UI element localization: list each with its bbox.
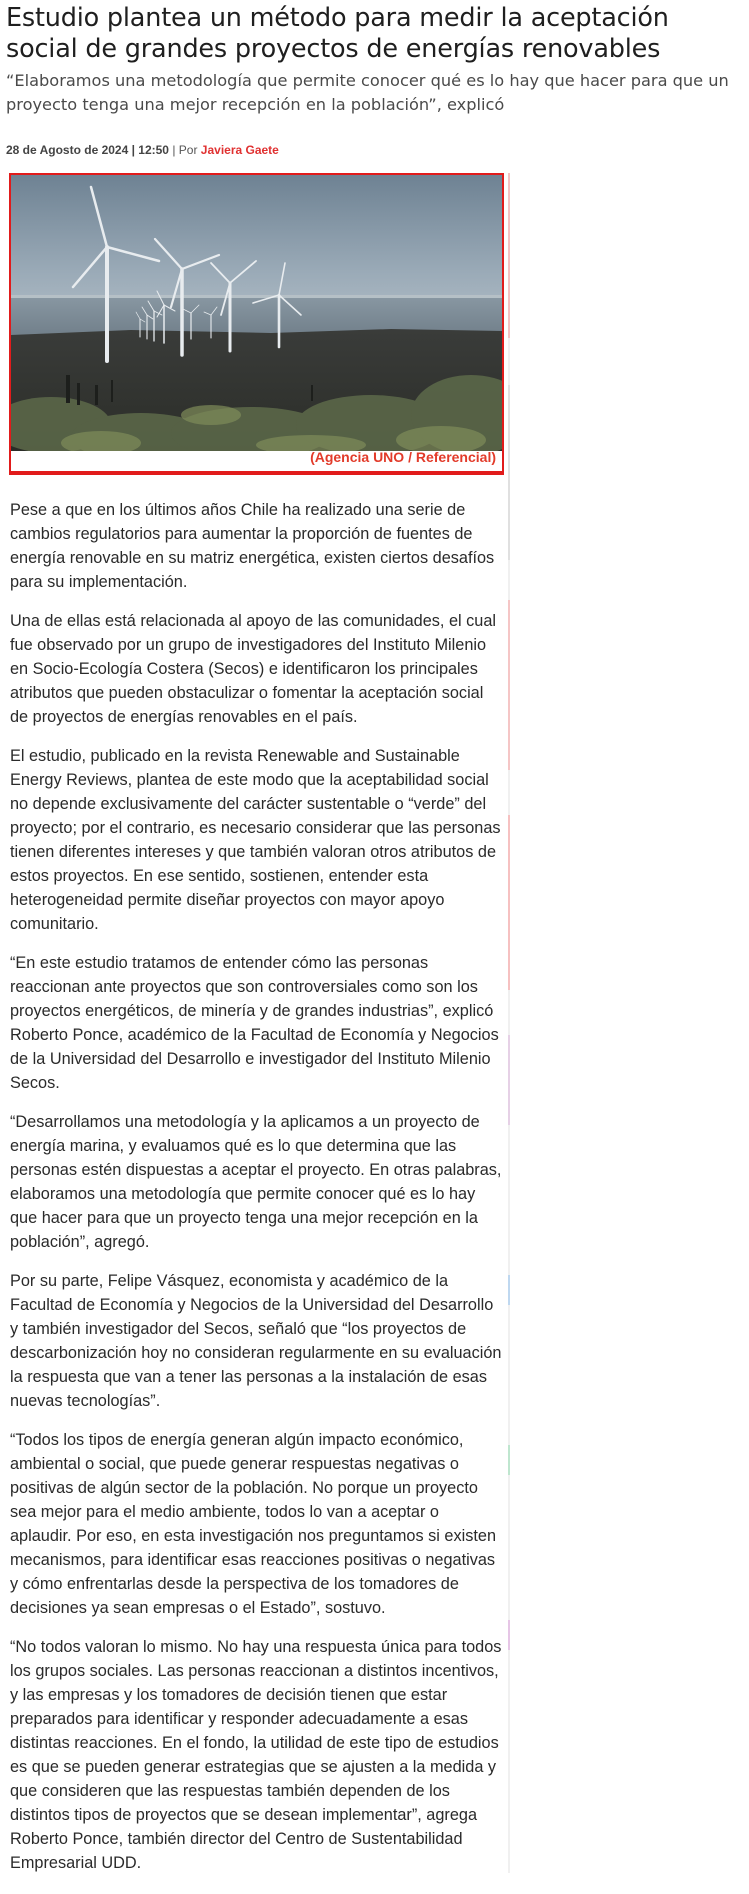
paragraph: “No todos valoran lo mismo. No hay una respuesta única para todos los grupos sociales. Las personas reaccionan a distintos incentivos, y las empresas y los tomadores de decisión tienen que estar preparados para identificar y responder adecuadamente a esas distintas reacciones. En el fondo, la utilidad de este tipo de estudios es que se pueden generar estrategias que se ajusten a la medida y que consideren que las respuestas también dependen de los distintos tipos de proyectos que se desean implementar”, agrega Roberto Ponce, también director del Centro de Sustentabilidad Empresarial UDD. xyxy=(10,1638,502,1872)
caption-underline xyxy=(9,471,504,475)
paragraph: “Desarrollamos una metodología y la aplicamos a un proyecto de energía marina, y evaluamos qué es lo que determina que las personas estén dispuestas a aceptar el proyecto. En otras palabras, elaboramos una metodología que permite conocer qué es lo hay que hacer para que un proyecto tenga una mejor recepción en la población”, agregó. xyxy=(10,1113,502,1251)
paragraph: Pese a que en los últimos años Chile ha realizado una serie de cambios regulatorios para aumentar la proporción de fuentes de energía renovable en su matriz energética, existen ciertos desafíos para su implementación. xyxy=(10,501,495,591)
sidebar-divider xyxy=(508,815,510,990)
by-label: | Por xyxy=(172,143,198,157)
paragraph: “Todos los tipos de energía generan algún impacto económico, ambiental o social, que puede generar respuestas negativas o positivas de algún sector de la población. No porque un proyecto sea mejor para el medio ambiente, todos lo van a aceptar o aplaudir. Por eso, en esta investigación nos preguntamos si existen mecanismos, para identificar esas reacciones positivas o negativas y cómo enfrentarlas desde la perspectiva de los tomadores de decisiones ya sean empresas o el Estado”, sostuvo. xyxy=(10,1431,497,1617)
article-figure xyxy=(9,173,504,475)
article-meta xyxy=(6,143,279,157)
author-link[interactable]: Javiera Gaete xyxy=(200,143,279,157)
article-title: Estudio plantea un método para medir la aceptación social de grandes proyectos de energías renovables xyxy=(6,3,669,64)
paragraph: Una de ellas está relacionada al apoyo de las comunidades, el cual fue observado por un grupo de investigadores del Instituto Milenio en Socio-Ecología Costera (Secos) e identificaron los principales atributos que pueden obstaculizar o fomentar la aceptación social de proyectos de energías renovables en el país. xyxy=(10,612,497,726)
sidebar-divider xyxy=(508,385,510,560)
sidebar-divider xyxy=(508,1035,510,1125)
sidebar-divider xyxy=(508,600,510,770)
article-subtitle: “Elaboramos una metodología que permite conocer qué es lo hay que hacer para que un proyecto tenga una mejor recepción en la población”, explicó xyxy=(6,71,729,114)
sidebar-divider xyxy=(508,1620,510,1650)
sidebar-divider xyxy=(508,1445,510,1475)
paragraph: “En este estudio tratamos de entender cómo las personas reaccionan ante proyectos que son controversiales como son los proyectos energéticos, de minería y de grandes industrias”, explicó Roberto Ponce, académico de la Facultad de Economía y Negocios de la Universidad del Desarrollo e investigador del Instituto Milenio Secos. xyxy=(10,954,499,1092)
wind-turbines-photo xyxy=(11,175,502,451)
sidebar-divider xyxy=(508,173,510,338)
image-caption: (Agencia UNO / Referencial) xyxy=(310,449,496,465)
paragraph: Por su parte, Felipe Vásquez, economista y académico de la Facultad de Economía y Negocios de la Universidad del Desarrollo y también investigador del Secos, señaló que “los proyectos de descarbonización hoy no consideran regularmente en su evaluación la respuesta que van a tener las personas a la instalación de esas nuevas tecnologías”. xyxy=(10,1272,502,1410)
paragraph: El estudio, publicado en la revista Renewable and Sustainable Energy Reviews, plantea de este modo que la aceptabilidad social no depende exclusivamente del carácter sustentable o “verde” del proyecto; por el contrario, es necesario considerar que las personas tienen diferentes intereses y que también valoran otros atributos de estos proyectos. En ese sentido, sostienen, entender esta heterogeneidad permite diseñar proyectos con mayor apoyo comunitario. xyxy=(10,747,501,933)
publish-date: 28 de Agosto de 2024 | 12:50 xyxy=(6,143,169,157)
article-body xyxy=(10,498,504,1890)
sidebar-divider xyxy=(508,1275,510,1305)
